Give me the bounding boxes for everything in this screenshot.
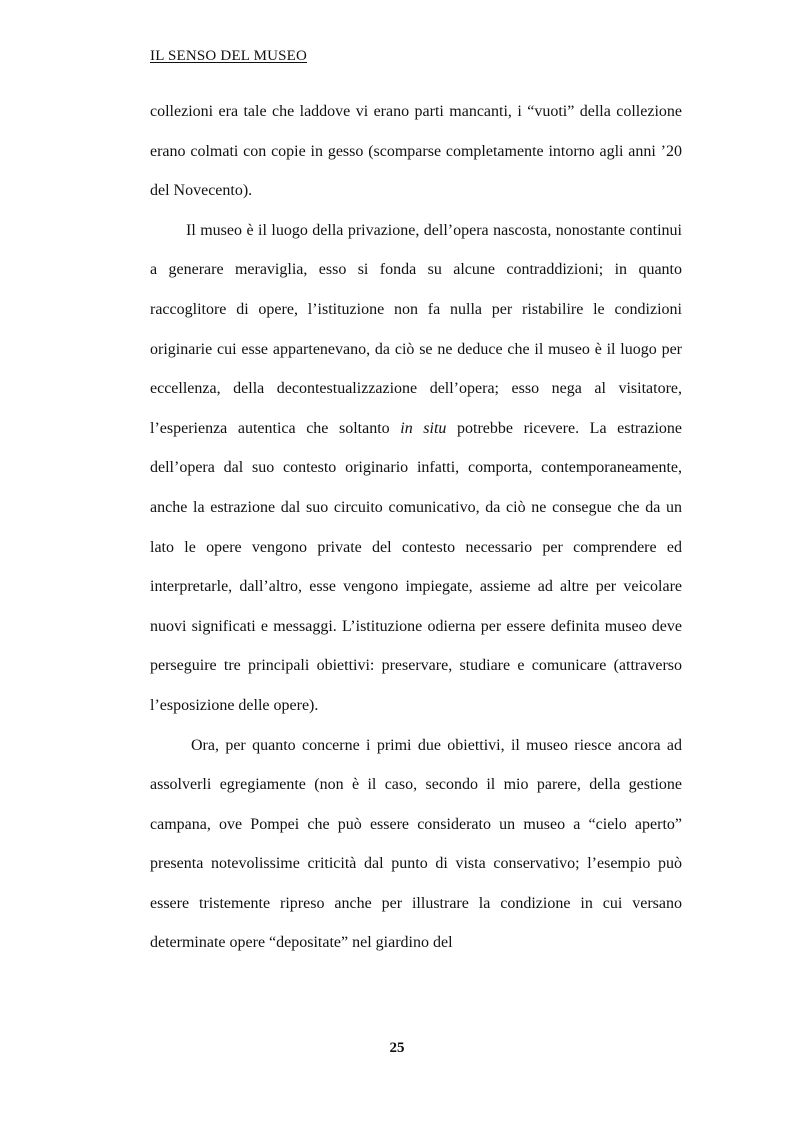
- page-body: [150, 92, 682, 963]
- paragraph-3: Ora, per quanto concerne i primi due obiettivi, il museo riesce ancora ad assolverli egregiamente (non è il caso, secondo il mio parere, della gestione campana, ove Pompei che può essere considerato un museo a “cielo aperto” presenta notevolissime criticità dal punto di vista conservativo; l’esempio può essere tristemente ripreso anche per illustrare la condizione in cui versano determinate opere “depositate” nel giardino del: [150, 736, 682, 952]
- paragraph-2-text-a: Il museo è il luogo della privazione, dell’opera nascosta, nonostante continui a generare meraviglia, esso si fonda su alcune contraddizioni; in quanto raccoglitore di opere, l’istituzione non fa nulla per ristabilire le condizioni originarie cui esse appartenevano, da ciò se ne deduce che il museo è il luogo per eccellenza, della decontestualizzazione dell’opera; esso nega al visitatore, l’esperienza autentica che soltanto: [150, 221, 682, 437]
- paragraph-1: collezioni era tale che laddove vi erano parti mancanti, i “vuoti” della collezione erano colmati con copie in gesso (scomparse completamente intorno agli anni ’20 del Novecento).: [150, 103, 682, 200]
- paragraph-2: [150, 211, 682, 726]
- italic-phrase: in situ: [400, 419, 447, 437]
- page-number: 25: [389, 1040, 405, 1056]
- running-header: IL SENSO DEL MUSEO: [150, 48, 308, 64]
- paragraph-2-text-b: potrebbe ricevere. La estrazione dell’opera dal suo contesto originario infatti, comporta, contemporaneamente, anche la estrazione dal suo circuito comunicativo, da ciò ne consegue che da un lato le opere vengono private del contesto necessario per comprendere ed interpretarle, dall’altro, esse vengono impiegate, assieme ad altre per veicolare nuovi significati e messaggi. L’istituzione odierna per essere definita museo deve perseguire tre principali obiettivi: preservare, studiare e comunicare (attraverso l’esposizione delle opere).: [150, 419, 683, 714]
